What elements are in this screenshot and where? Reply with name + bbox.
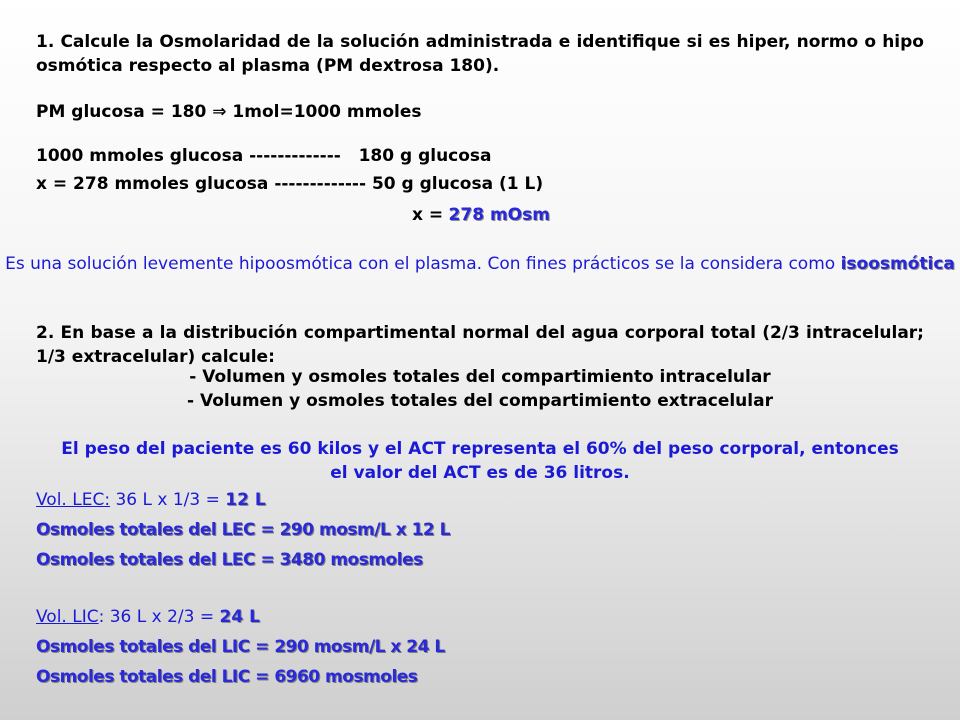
lec-osmoles-calc: Osmoles totales del LEC = 290 mosm/L x 12 L: [36, 520, 450, 540]
question-2-item-2: - Volumen y osmoles totales del compartimiento extracelular: [187, 391, 773, 411]
lic-osmoles-calc: Osmoles totales del LIC = 290 mosm/L x 24 L: [36, 637, 445, 657]
implies-arrow-icon: ⇒: [212, 102, 227, 122]
pm-prefix: PM glucosa = 180: [36, 102, 207, 122]
lic-result: 24 L: [219, 607, 260, 627]
question-1: 1. Calcule la Osmolaridad de la solución administrada e identifique si es hiper, normo o hipo osmótica respecto al plasma (PM dextrosa 180).: [36, 32, 924, 76]
calc-line-2: x = 278 mmoles glucosa ------------- 50 g glucosa (1 L): [36, 174, 544, 194]
conclusion-emphasis: isoosmótica: [840, 254, 955, 274]
lic-label: Vol. LIC: [36, 607, 99, 627]
x-prefix: x =: [412, 205, 444, 225]
lic-volume-line: [36, 605, 260, 629]
pm-glucosa-line: [36, 100, 422, 124]
calc-line-1: 1000 mmoles glucosa ------------- 180 g glucosa: [36, 146, 492, 166]
lec-osmoles-total: Osmoles totales del LEC = 3480 mosmoles: [36, 550, 423, 570]
conclusion: [0, 252, 960, 276]
x-result-line: [412, 203, 550, 227]
lec-calc: 36 L x 1/3 =: [110, 490, 226, 510]
conclusion-text: Es una solución levemente hipoosmótica con el plasma. Con fines prácticos se la considera como: [5, 254, 836, 274]
lic-osmoles-total: Osmoles totales del LIC = 6960 mosmoles: [36, 667, 418, 687]
lic-calc: : 36 L x 2/3 =: [98, 607, 220, 627]
lec-volume-line: [36, 488, 266, 512]
question-2: 2. En base a la distribución compartimental normal del agua corporal total (2/3 intracelular; 1/3 extracelular) calcule:: [36, 323, 924, 367]
pm-suffix: 1mol=1000 mmoles: [232, 102, 422, 122]
lec-result: 12 L: [225, 490, 266, 510]
patient-info: El peso del paciente es 60 kilos y el ACT representa el 60% del peso corporal, entonces el valor del ACT es de 36 litros.: [61, 439, 899, 483]
osmolarity-result: 278 mOsm: [448, 205, 550, 225]
question-2-item-1: - Volumen y osmoles totales del compartimiento intracelular: [189, 367, 771, 387]
lec-label: Vol. LEC:: [36, 490, 111, 510]
